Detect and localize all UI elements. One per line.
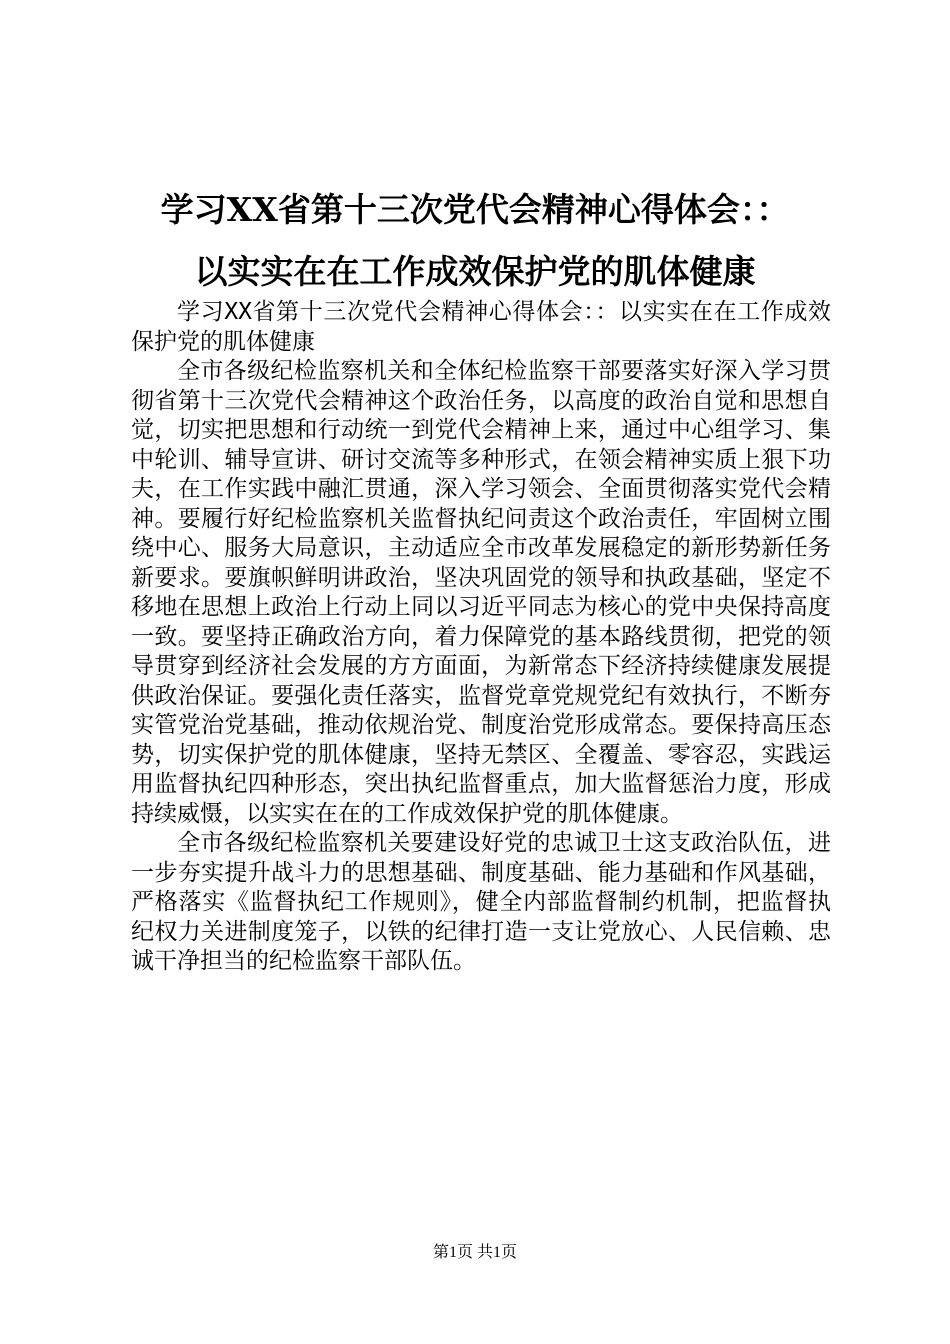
document-title-line1: 学习XX省第十三次党代会精神心得体会：： [160,190,790,229]
document-body [131,298,831,977]
paragraph-main: 全市各级纪检监察机关和全体纪检监察干部要落实好深入学习贯彻省第十三次党代会精神这个政治任务，以高度的政治自觉和思想自觉，切实把思想和行动统一到党代会精神上来，通过中心组学习、集中轮训、辅导宣讲、研讨交流等多种形式，在领会精神实质上狠下功夫，在工作实践中融汇贯通，深入学习领会、全面贯彻落实党代会精神。要履行好纪检监察机关监督执纪问责这个政治责任，牢固树立围绕中心、服务大局意识，主动适应全市改革发展稳定的新形势新任务新要求。要旗帜鲜明讲政治，坚决巩固党的领导和执政基础，坚定不移地在思想上政治上行动上同以习近平同志为核心的党中央保持高度一致。要坚持正确政治方向，着力保障党的基本路线贯彻，把党的领导贯穿到经济社会发展的方方面面，为新常态下经济持续健康发展提供政治保证。要强化责任落实，监督党章党规党纪有效执行，不断夯实管党治党基础，推动依规治党、制度治党形成常态。要保持高压态势，切实保护党的肌体健康，坚持无禁区、全覆盖、零容忍，实践运用监督执纪四种形态，突出执纪监督重点，加大监督惩治力度，形成持续威慑，以实实在在的工作成效保护党的肌体健康。 [131,358,831,827]
document-title-line2: 以实实在在工作成效保护党的肌体健康 [194,252,756,291]
paragraph-closing: 全市各级纪检监察机关要建设好党的忠诚卫士这支政治队伍，进一步夯实提升战斗力的思想基础、制度基础、能力基础和作风基础，严格落实《监督执纪工作规则》，健全内部监督制约机制，把监督执纪权力关进制度笼子，以铁的纪律打造一支让党放心、人民信赖、忠诚干净担当的纪检监察干部队伍。 [131,830,831,974]
page-footer: 第1页 共1页 [432,1244,517,1261]
paragraph-intro: 学习XX省第十三次党代会精神心得体会：：以实实在在工作成效保护党的肌体健康 [131,299,831,355]
